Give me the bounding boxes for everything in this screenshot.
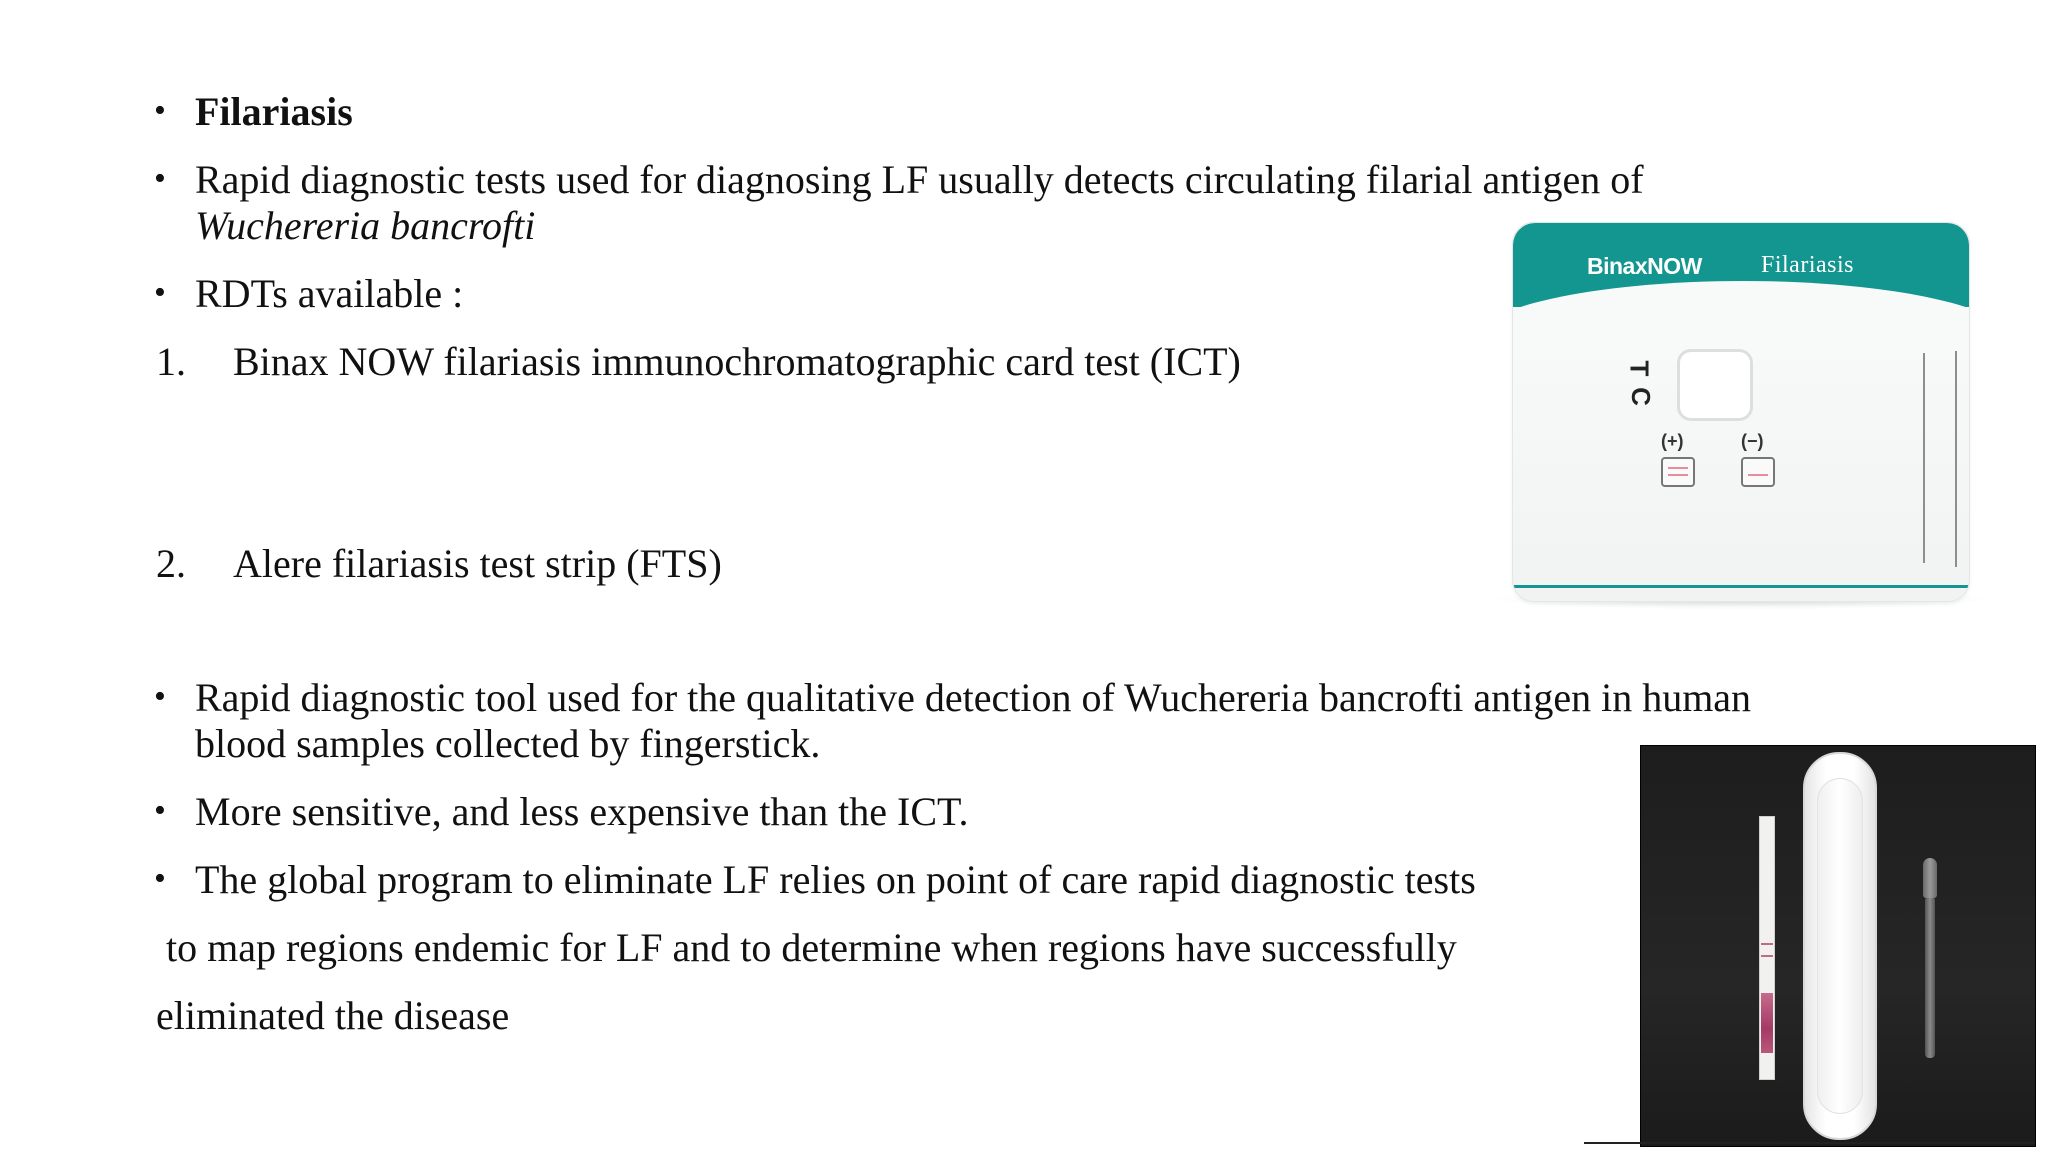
card-negative-control-box [1741, 457, 1775, 487]
bullet-dot: • [154, 92, 166, 129]
card-slot-line [1923, 353, 1925, 563]
numbered-1-text: Binax NOW filariasis immunochromatographic card test (ICT) [233, 339, 1241, 384]
card-c-label: C [1625, 387, 1656, 406]
card-positive-control-label: (+) [1661, 431, 1684, 451]
strip-sample-pad [1761, 993, 1773, 1053]
slide-heading: Filariasis [195, 89, 353, 134]
binaxnow-card-image [1488, 218, 1998, 612]
lancet-body [1925, 898, 1935, 1058]
photo-underline [1584, 1142, 2034, 1144]
bullet-dot: • [154, 678, 166, 715]
strip-tray [1803, 752, 1877, 1140]
card-product-name: Filariasis [1761, 252, 1854, 278]
bullet-3-line-2: blood samples collected by fingerstick. [195, 721, 821, 766]
lancet [1921, 858, 1939, 1058]
bullet-3-line-1: Rapid diagnostic tool used for the qualitative detection of Wuchereria bancrofti antigen in human [195, 675, 1752, 720]
card-body [1512, 222, 1970, 602]
card-brand-logo: BinaxNOW [1587, 253, 1702, 279]
bullet-1-line-1: Rapid diagnostic tests used for diagnosing LF usually detects circulating filarial antigen of [195, 157, 1644, 202]
bullet-1-line-2: Wuchereria bancrofti [195, 203, 536, 248]
bullet-dot: • [154, 274, 166, 311]
bullet-5-line-3: eliminated the disease [156, 993, 510, 1038]
bullet-dot: • [154, 792, 166, 829]
strip-tray-inner [1817, 778, 1863, 1114]
bullet-2-text: RDTs available : [195, 271, 464, 316]
card-slot-line [1955, 351, 1957, 567]
card-t-label: T [1624, 360, 1655, 377]
bullet-5-line-1: The global program to eliminate LF relies on point of care rapid diagnostic tests [195, 857, 1476, 902]
bullet-4-text: More sensitive, and less expensive than the ICT. [195, 789, 969, 834]
lancet-head [1923, 858, 1937, 898]
card-result-window [1677, 349, 1753, 421]
bullet-dot: • [154, 160, 166, 197]
numbered-2-text: Alere filariasis test strip (FTS) [233, 541, 722, 586]
fts-kit-photo [1640, 745, 2036, 1147]
card-negative-control-label: (−) [1741, 431, 1764, 451]
bullet-dot: • [154, 860, 166, 897]
card-positive-control-box [1661, 457, 1695, 487]
numbered-2-marker: 2. [156, 541, 186, 586]
card-bottom-stripe [1513, 585, 1969, 588]
card-header-text-area [1513, 223, 1969, 283]
test-strip [1759, 816, 1775, 1080]
numbered-1-marker: 1. [156, 339, 186, 384]
bullet-5-line-2: to map regions endemic for LF and to determine when regions have successfully [166, 925, 1457, 970]
